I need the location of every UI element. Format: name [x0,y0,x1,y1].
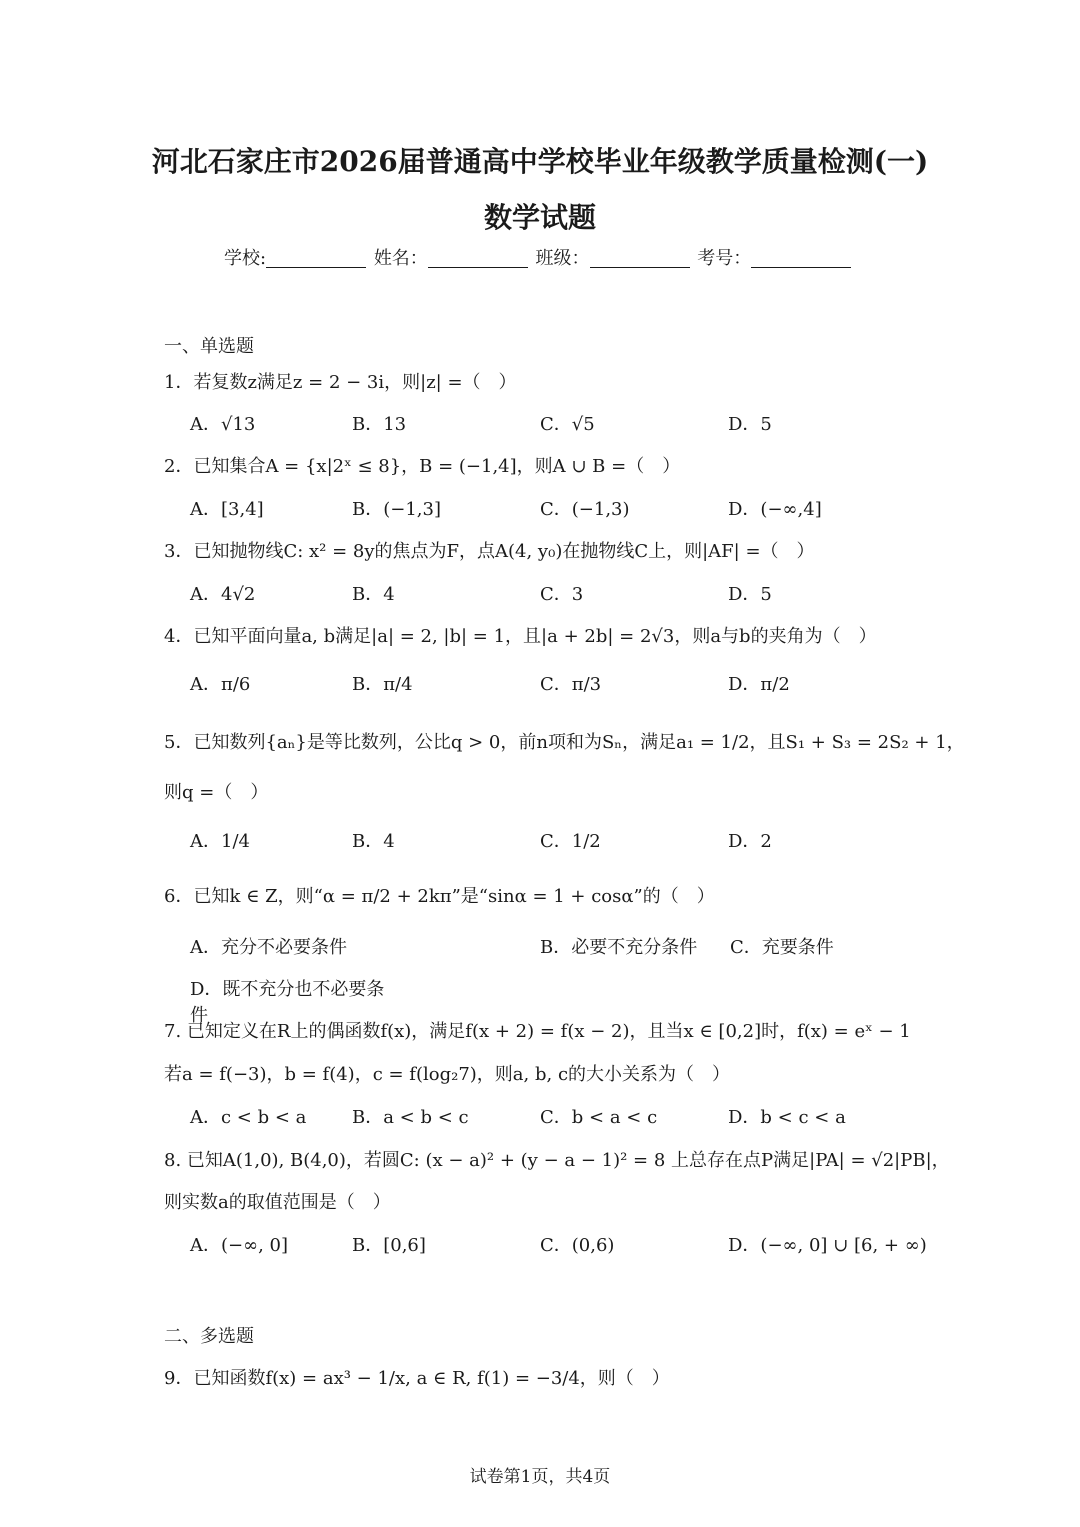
q4-option-b[interactable]: B．π/4 [352,674,413,695]
q4-option-a[interactable]: A．π/6 [190,674,251,695]
question-4-stem: 4．已知平面向量a, b满足|a| = 2, |b| = 1，且|a + 2b| = 2√3，则a与b的夹角为（ ） [164,626,877,647]
q6-option-b[interactable]: B．必要不充分条件 [540,937,698,958]
question-8-stem: 8. 已知A(1,0), B(4,0)，若圆C: (x − a)² + (y − a − 1)² = 8 上总存在点P满足|PA| = √2|PB|， [164,1150,950,1171]
class-blank[interactable] [590,247,690,268]
q6-option-a[interactable]: A．充分不必要条件 [190,937,347,958]
question-3-stem: 3．已知抛物线C: x² = 8y的焦点为F，点A(4, y₀)在抛物线C上，则|AF| =（ ） [164,541,815,562]
q1-option-b[interactable]: B．13 [352,414,407,435]
q6-option-c[interactable]: C．充要条件 [730,937,834,958]
q2-option-a[interactable]: A．[3,4] [190,499,264,520]
exam-number-blank[interactable] [751,247,851,268]
q7-option-d[interactable]: D．b < c < a [728,1107,846,1128]
q5-option-d[interactable]: D．2 [728,831,772,852]
question-5-stem: 5．已知数列{aₙ}是等比数列，公比q > 0，前n项和为Sₙ，满足a₁ = 1/2，且S₁ + S₃ = 2S₂ + 1， [164,732,965,753]
q1-option-d[interactable]: D．5 [728,414,772,435]
question-7-stem-cont: 若a = f(−3)，b = f(4)，c = f(log₂7)，则a, b, c的大小关系为（ ） [164,1064,731,1085]
q3-option-c[interactable]: C．3 [540,584,584,605]
student-info-row [224,244,853,270]
name-blank[interactable] [428,247,528,268]
school-blank[interactable] [266,247,366,268]
q7-option-c[interactable]: C．b < a < c [540,1107,658,1128]
question-2-stem: 2．已知集合A = {x|2ˣ ≤ 8}，B = (−1,4]，则A ∪ B =（ ） [164,456,681,477]
q3-option-d[interactable]: D．5 [728,584,772,605]
school-label: 学校: [224,248,267,269]
q6-option-d[interactable]: D．既不充分也不必要条件 [190,979,385,1026]
exam-subtitle: 数学试题 [483,201,596,234]
q1-option-c[interactable]: C．√5 [540,414,595,435]
q5-option-a[interactable]: A．1/4 [190,831,250,852]
q7-option-b[interactable]: B．a < b < c [352,1107,469,1128]
exam-title: 河北石家庄市2026届普通高中学校毕业年级教学质量检测(一) [151,145,929,178]
q4-option-d[interactable]: D．π/2 [728,674,790,695]
question-7-stem: 7. 已知定义在R上的偶函数f(x)，满足f(x + 2) = f(x − 2)，且当x ∈ [0,2]时，f(x) = eˣ − 1 [164,1021,911,1042]
class-label: 班级： [535,248,590,269]
section-single-choice: 一、单选题 [164,336,254,357]
section-multiple-choice: 二、多选题 [164,1326,254,1347]
question-9-stem: 9．已知函数f(x) = ax³ − 1/x, a ∈ R, f(1) = −3/4，则（ ） [164,1368,670,1389]
question-5-stem-cont: 则q =（ ） [164,782,269,803]
page-footer: 试卷第1页，共4页 [469,1467,611,1487]
q3-option-a[interactable]: A．4√2 [190,584,256,605]
q8-option-d[interactable]: D．(−∞, 0] ∪ [6, + ∞) [728,1235,927,1256]
question-8-stem-cont: 则实数a的取值范围是（ ） [164,1192,391,1213]
q3-option-b[interactable]: B．4 [352,584,395,605]
q2-option-d[interactable]: D．(−∞,4] [728,499,822,520]
q2-option-c[interactable]: C．(−1,3) [540,499,630,520]
question-1-stem: 1．若复数z满足z = 2 − 3i，则|z| =（ ） [164,372,517,393]
q2-option-b[interactable]: B．(−1,3] [352,499,441,520]
q8-option-c[interactable]: C．(0,6) [540,1235,615,1256]
q7-option-a[interactable]: A．c < b < a [190,1107,307,1128]
q5-option-b[interactable]: B．4 [352,831,395,852]
q1-option-a[interactable]: A．√13 [190,414,256,435]
q8-option-b[interactable]: B．[0,6] [352,1235,426,1256]
q5-option-c[interactable]: C．1/2 [540,831,601,852]
q4-option-c[interactable]: C．π/3 [540,674,602,695]
q8-option-a[interactable]: A．(−∞, 0] [190,1235,289,1256]
name-label: 姓名： [373,248,428,269]
question-6-stem: 6．已知k ∈ Z，则“α = π/2 + 2kπ”是“sinα = 1 + cosα”的（ ） [164,886,715,907]
exam-number-label: 考号： [697,248,752,269]
